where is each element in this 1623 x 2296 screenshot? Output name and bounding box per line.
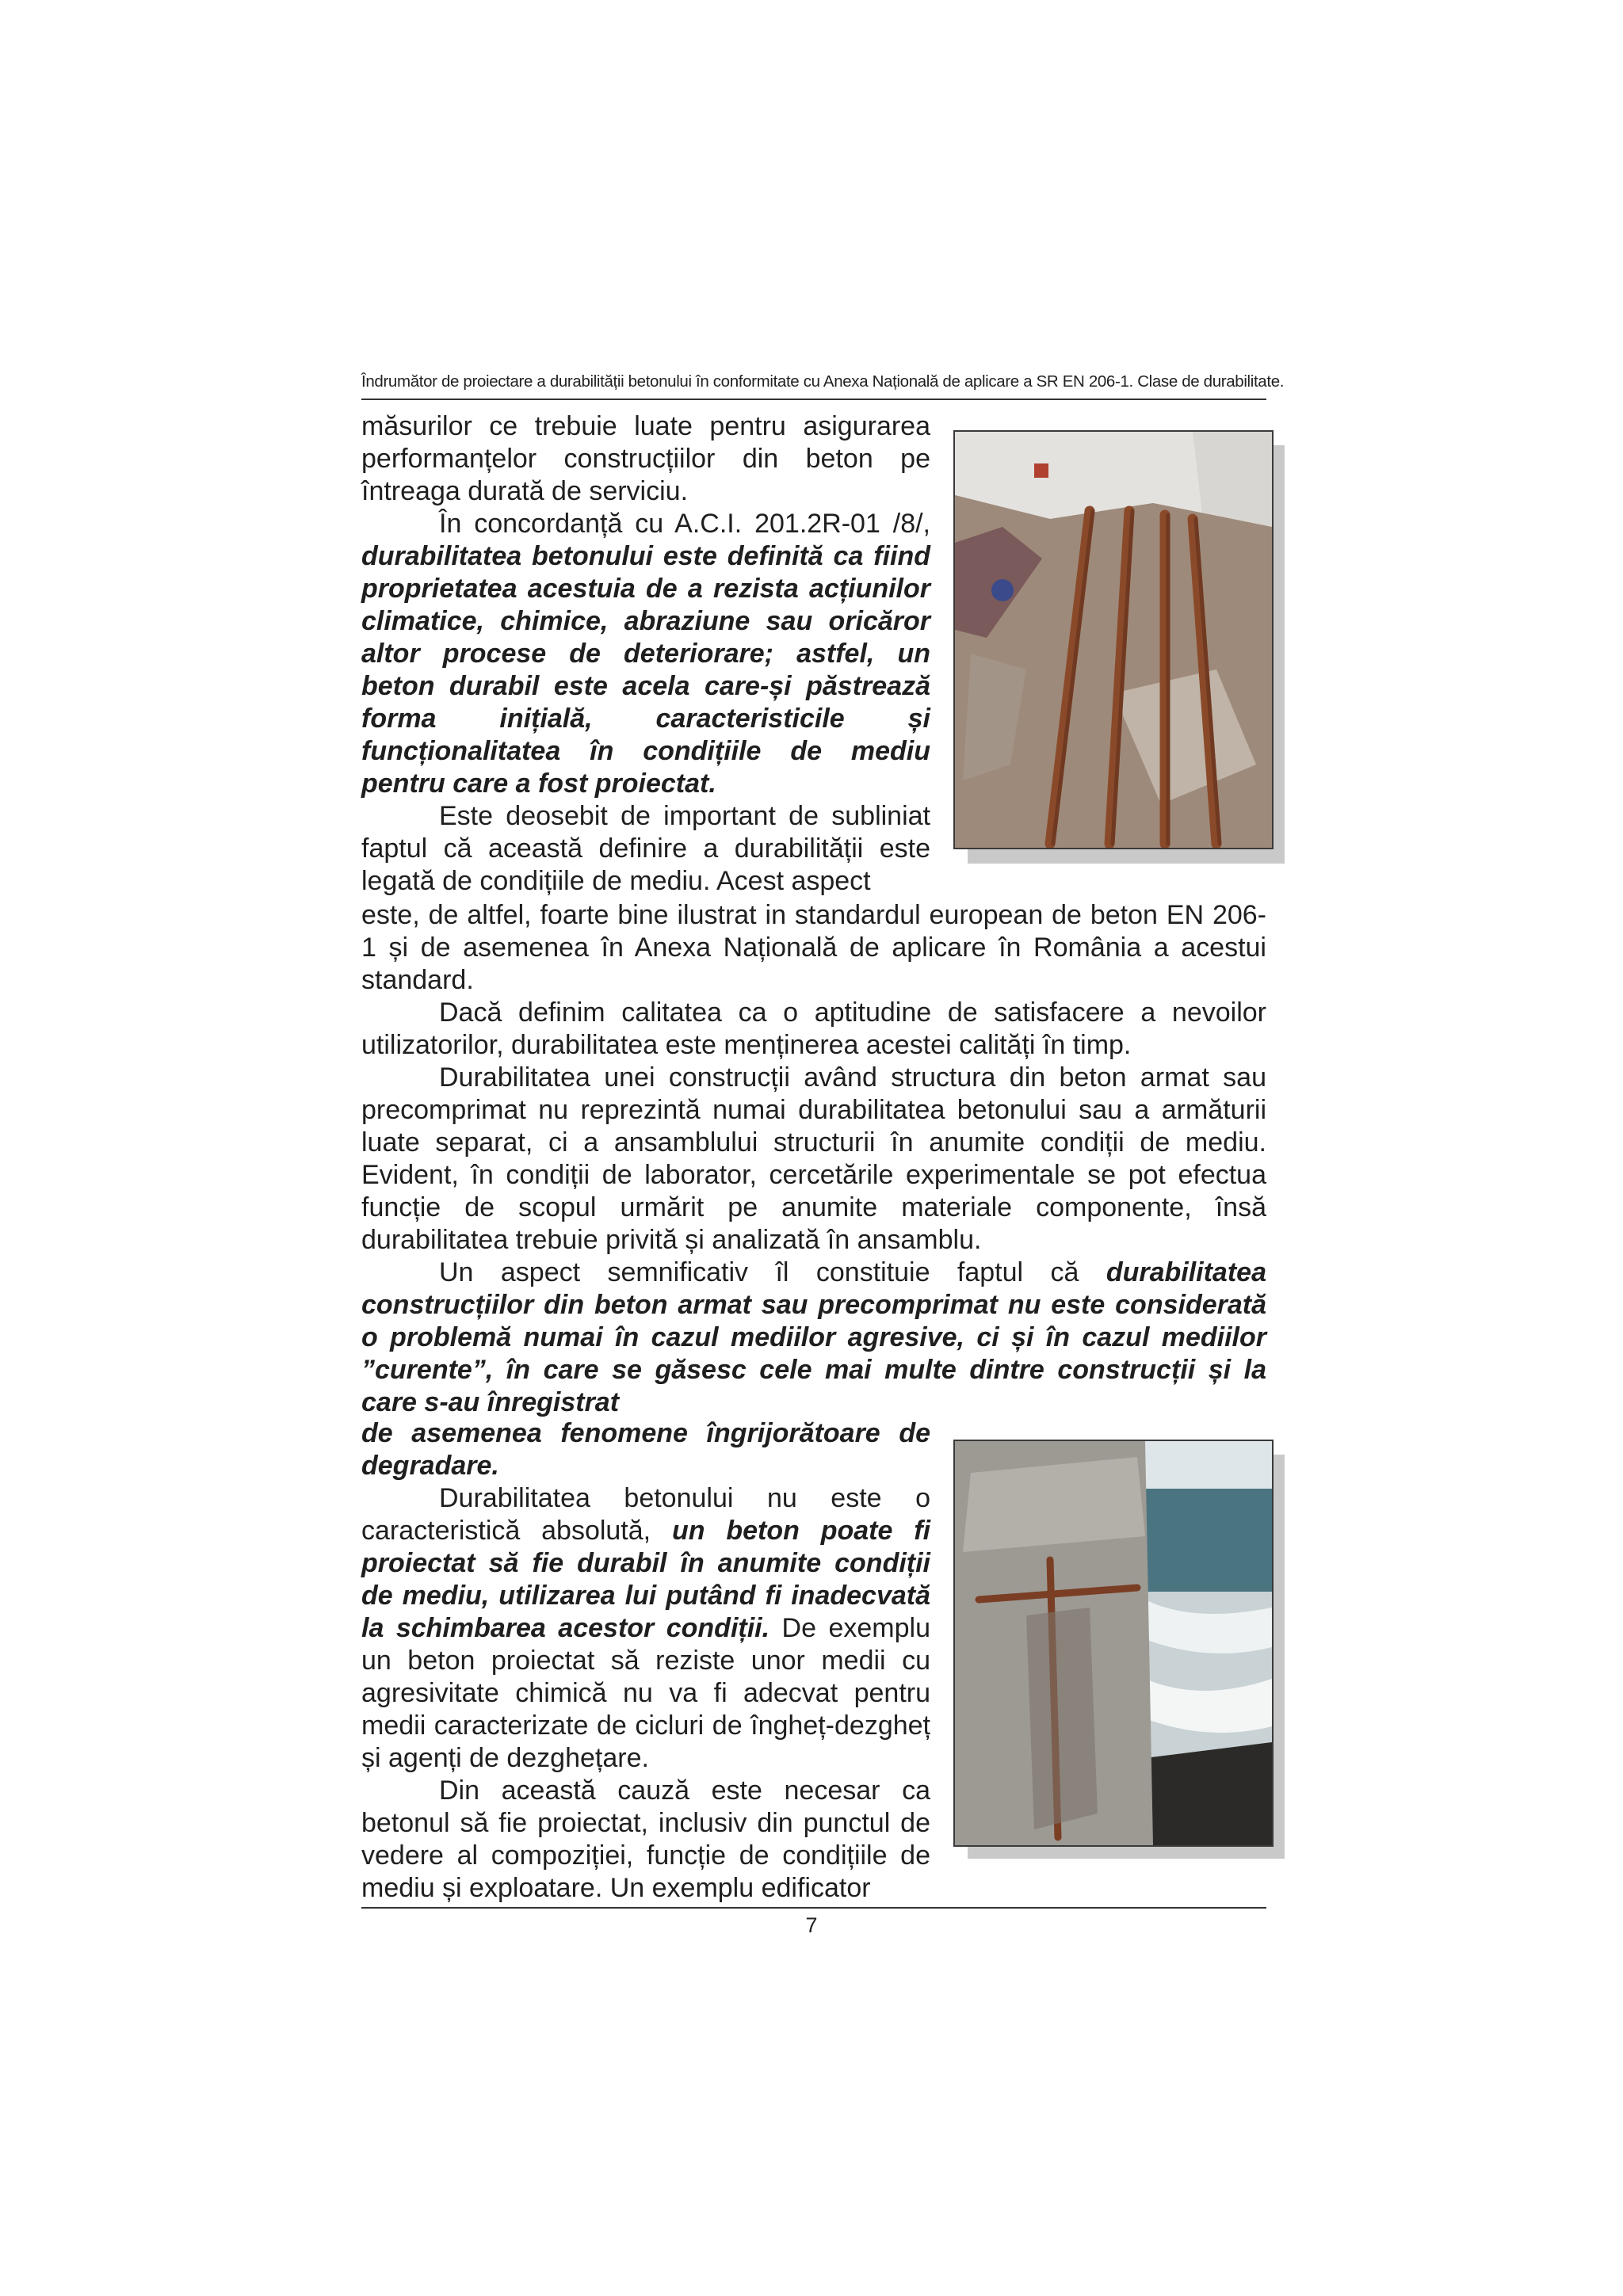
paragraph-aci-definition [361,508,930,800]
text-block-bottom [361,1417,930,1905]
emphasized-definition: durabilitatea betonului este definită ca fiind proprietatea acestuia de a rezista acțiunilor climatice, chimice, abraziune sau oricăror altor procese de deteriorare; astfel, un beton durabil este acela care-și păstrează forma inițială, caracteristicile și funcționalitatea în condițiile de mediu pentru care a fost proiectat. [361,541,930,799]
text-block-top [361,410,930,898]
photo-seaside-concrete-art [955,1441,1272,1845]
paragraph-continuation: măsurilor ce trebuie luate pentru asigurarea performanțelor construcțiilor din beton pe întreaga durată de serviciu. [361,411,930,506]
text-block-middle [361,899,1266,1419]
photo-corroded-rebars [953,430,1274,849]
paragraph-quality: Dacă definim calitatea ca o aptitudine de satisfacere a nevoilor utilizatorilor, durabilitatea este menținerea acestei calități în timp. [361,997,1266,1060]
paragraph-tail: De exemplu un beton proiectat să reziste unor medii cu agresivitate chimică nu va fi adecvat pentru medii caracterizate de cicluri de îngheț-dezgheț și agenți de dezghețare. [361,1613,930,1773]
paragraph-intro: Un aspect semnificativ îl constituie faptul că [439,1257,1106,1287]
photo-seaside-concrete [953,1440,1274,1847]
paragraph-significant-aspect [361,1257,1266,1419]
paragraph-intro: În concordanță cu A.C.I. 201.2R-01 /8/, [439,509,930,539]
emphasized-statement: durabilitatea construcțiilor din beton armat sau precomprimat nu este considerată o problemă numai în cazul mediilor agresive, ci și în cazul mediilor ”curente”, în care se găsesc cele mai multe dintre construcții și la care s-au înregistrat [361,1257,1266,1417]
page-number: 7 [805,1913,818,1937]
paragraph-environment: Este deosebit de important de subliniat faptul că această definire a durabilității este legată de condițiile de mediu. Acest aspect [361,801,930,896]
header-rule [361,399,1266,400]
emphasized-statement-cont: de asemenea fenomene îngrijorătoare de degradare. [361,1418,930,1481]
paragraph-design: Din această cauză este necesar ca betonul să fie proiectat, inclusiv din punctul de vedere al compoziției, funcție de condițiile de mediu și exploatare. Un exemplu edificator [361,1775,930,1903]
paragraph-environment-cont: este, de altfel, foarte bine ilustrat in standardul european de beton EN 206-1 și de asemenea în Anexa Națională de aplicare în România a acestui standard. [361,900,1266,995]
paragraph-structure: Durabilitatea unei construcții având structura din beton armat sau precomprimat nu reprezintă numai durabilitatea betonului sau a armăturii luate separat, ci a ansamblului structurii în anumite condiții de mediu. Evident, în condiții de laborator, cercetările experimentale se pot efectua funcție de scopul urmărit pe anumite materiale componente, însă durabilitatea trebuie privită și analizată în ansamblu. [361,1062,1266,1255]
photo-corroded-rebars-art [955,432,1272,848]
paragraph-intro: Durabilitatea betonului nu este o caracteristică absolută, [361,1483,930,1546]
footer-rule [361,1907,1266,1909]
running-header: Îndrumător de proiectare a durabilității betonului în conformitate cu Anexa Națională de aplicare a SR EN 206-1. Clase de durabilitate. [361,372,1285,391]
paragraph-not-absolute [361,1482,930,1775]
emphasized-statement: un beton poate fi proiectat să fie durabil în anumite condiții de mediu, utilizarea lui putând fi inadecvată la schimbarea acestor condiții. [361,1516,931,1643]
